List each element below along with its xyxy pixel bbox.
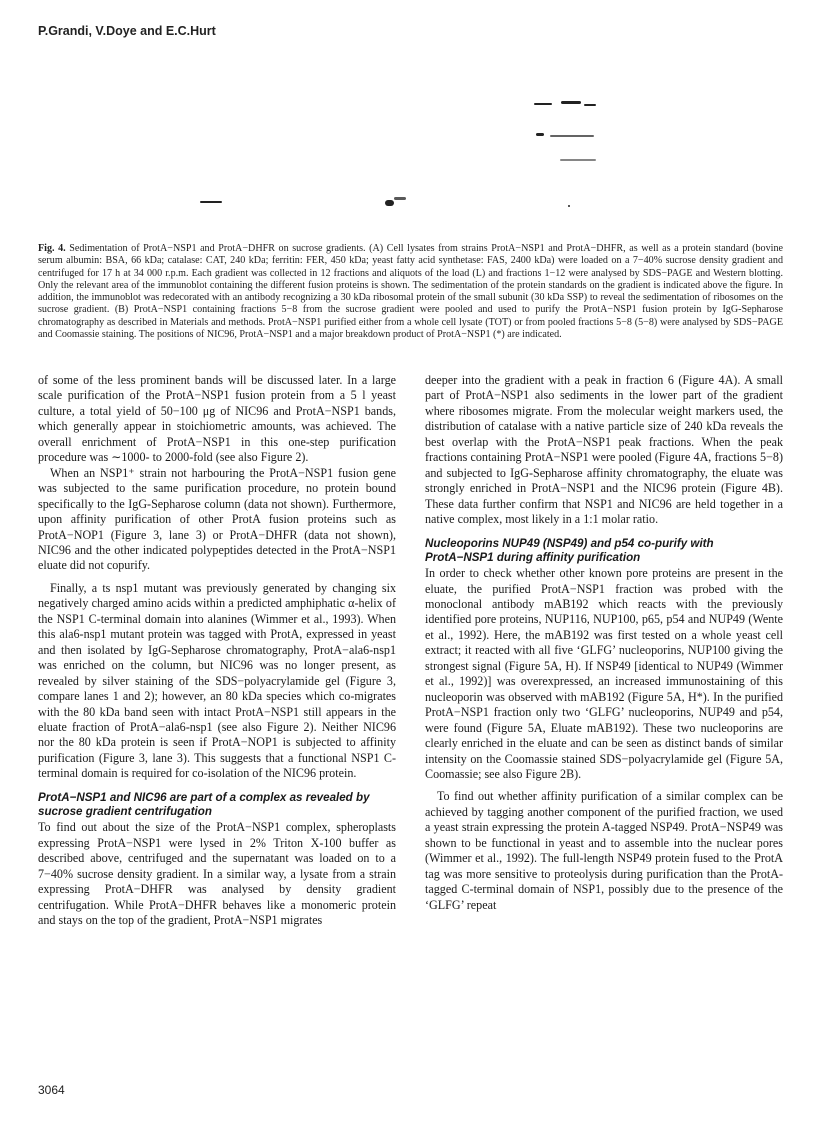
- figure-blot-area: [38, 50, 783, 240]
- page-number: 3064: [38, 1083, 65, 1097]
- paragraph: To find out whether affinity purification of a similar complex can be achieved by tagging another component of the purified fraction, we used a yeast strain expressing the protein A-tagged NSP49. ProtA−NSP49 was shown to be functional in yeast and to assemble into the nuclear pores (Wimmer et al., 1992). The full-length NSP49 protein fused to the ProtA tag was more sensitive to proteolysis during purification than the ProtA-tagged C-terminal domain of NSP1, possibly due to the presence of the ‘GLFG’ repeat: [425, 789, 783, 912]
- blot-band: [534, 103, 552, 105]
- blot-band: [550, 135, 594, 137]
- paragraph: To find out about the size of the ProtA−NSP1 complex, spheroplasts expressing ProtA−NSP1 were lysed in 2% Triton X-100 buffer as described above, centrifuged and the supernatant was loaded on to a 7−40% sucrose density gradient. In a similar way, a lysate from a strain expressing ProtA−DHFR was analysed by density gradient centrifugation. While ProtA−DHFR behaves like a monomeric protein and stays on the top of the gradient, ProtA−NSP1 migrates: [38, 820, 396, 928]
- paragraph: When an NSP1⁺ strain not harbouring the ProtA−NSP1 fusion gene was subjected to the same purification procedure, no protein bound specifically to the IgG-Sepharose column (data not shown). Furthermore, upon affinity purification of other ProtA fusion proteins such as ProtA−NOP1 (Figure 3, lane 3) or ProtA−DHFR (data not shown), NIC96 and the other indicated polypeptides detected in the ProtA−NSP1 eluate did not copurify.: [38, 465, 396, 573]
- blot-band: [394, 197, 406, 200]
- blot-band: [385, 200, 394, 206]
- paragraph: of some of the less prominent bands will be discussed later. In a large scale purification of the ProtA−NSP1 fusion protein from a 5 l yeast culture, a total yield of 50−100 μg of NIC96 and ProtA−NSP1 bands, which generally appear in stoichiometric amounts, was achieved. The overall enrichment of ProtA−NSP1 in this one-step purification procedure was ∼1000- to 2000-fold (see also Figure 2).: [38, 373, 396, 465]
- blot-band: [200, 201, 222, 203]
- blot-band: [584, 104, 596, 106]
- paragraph: In order to check whether other known pore proteins are present in the eluate, the purified ProtA−NSP1 fraction was probed with the monoclonal antibody mAB192 which reacts with the previously identified pore proteins, NUP116, NUP100, p65, p54 and NUP49 (Wente et al., 1992). Here, the mAB192 was first tested on a whole yeast cell extract; it reacted with all five ‘GLFG’ nucleoporins, NUP100 giving the strongest signal (Figure 5A, H). If NSP49 [identical to NUP49 (Wimmer et al., 1992)] was overexpressed, an increased immunostaining of this nucleoporin was observed with mAB192 (Figure 5A, H*). In the purified ProtA−NSP1 fraction only two ‘GLFG’ nucleoporins, NUP49 and p54, were found (Figure 5A, Eluate mAB192). These two nucleoporins are clearly enriched in the eluate and can be seen as distinct bands of similar intensity on the Coomassie stained SDS−polyacrylamide gel (Figure 5A, Coomassie; see also Figure 2B).: [425, 566, 783, 782]
- right-column: [425, 373, 783, 913]
- section-heading: ProtA−NSP1 and NIC96 are part of a complex as revealed by sucrose gradient centrifugation: [38, 790, 370, 819]
- left-column: [38, 373, 396, 929]
- paragraph: Finally, a ts nsp1 mutant was previously generated by changing six negatively charged amino acids within a predicted amphiphatic α-helix of the NSP1 C-terminal domain into alanines (Wimmer et al., 1993). When this ala6-nsp1 mutant protein was tagged with ProtA, expressed in yeast and then isolated by IgG-Sepharose chromatography, ProtA−ala6-nsp1 was enriched on the column, but NIC96 was no longer present, as revealed by silver staining of the SDS−polyacrylamide gel (Figure 3, compare lanes 1 and 2); however, an 80 kDa species which co-migrates with the 80 kDa band seen with intact ProtA−NSP1 still appears in the eluate fraction of ProtA−ala6-nsp1 (see also Figure 2). Neither NIC96 nor the 80 kDa protein is seen if ProtA−NOP1 is subjected to affinity purification (Figure 3, lane 3). This suggests that a functional NSP1 C-terminal domain is required for co-isolation of the NIC96 protein.: [38, 580, 396, 781]
- figure-caption-label: Fig. 4.: [38, 243, 66, 254]
- blot-band: [560, 159, 596, 161]
- section-heading: Nucleoporins NUP49 (NSP49) and p54 co-purify with ProtA−NSP1 during affinity purification: [425, 536, 714, 564]
- running-header: P.Grandi, V.Doye and E.C.Hurt: [38, 24, 216, 38]
- figure-caption: [38, 243, 783, 341]
- paragraph: deeper into the gradient with a peak in fraction 6 (Figure 4A). A small part of ProtA−NSP1 also sediments in the lower part of the gradient where ribosomes migrate. From the molecular weight markers used, the distribution of catalase with a native particle size of 240 kDa reveals the best overlap with the ProtA−NSP1 peak fractions. When the peak fractions containing ProtA−NSP1 were pooled (Figure 4A, fractions 5−8) and subjected to IgG-Sepharose affinity chromatography, the eluate was strongly enriched in ProtA−NSP1 and the NIC96 protein (Figure 4B). These data further confirm that NSP1 and NIC96 are held together in a native complex, most likely in a 1:1 molar ratio.: [425, 373, 783, 527]
- blot-band: [568, 205, 570, 207]
- blot-band: [561, 101, 581, 104]
- blot-band: [536, 133, 544, 136]
- figure-caption-text: Sedimentation of ProtA−NSP1 and ProtA−DHFR on sucrose gradients. (A) Cell lysates from strains ProtA−NSP1 and ProtA−DHFR, as well as a protein standard (bovine serum albumin: BSA, 66 kDa; catalase: CAT, 240 kDa; ferritin: FER, 450 kDa; yeast fatty acid synthetase: FAS, 2400 kDa) were loaded on a 7−40% sucrose density gradient and centrifuged for 17 h at 34 000 r.p.m. Each gradient was collected in 12 fractions and aliquots of the load (L) and fractions 1−12 were analysed by SDS−PAGE and Western blotting. Only the relevant area of the immunoblot containing the different fusion proteins is shown. The sedimentation of the protein standards on the gradient is indicated above the figure. In addition, the immunoblot was redecorated with an antibody recognizing a 30 kDa ribosomal protein of the small subunit (30 kDa SSP) to reveal the sedimentation of ribosomes on the sucrose gradient. (B) ProtA−NSP1 containing fractions 5−8 from the sucrose gradient were pooled and used to purify the ProtA−NSP1 fusion protein by IgG-Sepharose chromatography as described in Materials and methods. ProtA−NSP1 purified either from a whole cell lysate (TOT) or from pooled fractions 5−8 (5−8) were analysed by SDS−PAGE and Coomassie staining. The positions of NIC96, ProtA−NSP1 and a major breakdown product of ProtA−NSP1 (*) are indicated.: [38, 243, 783, 341]
